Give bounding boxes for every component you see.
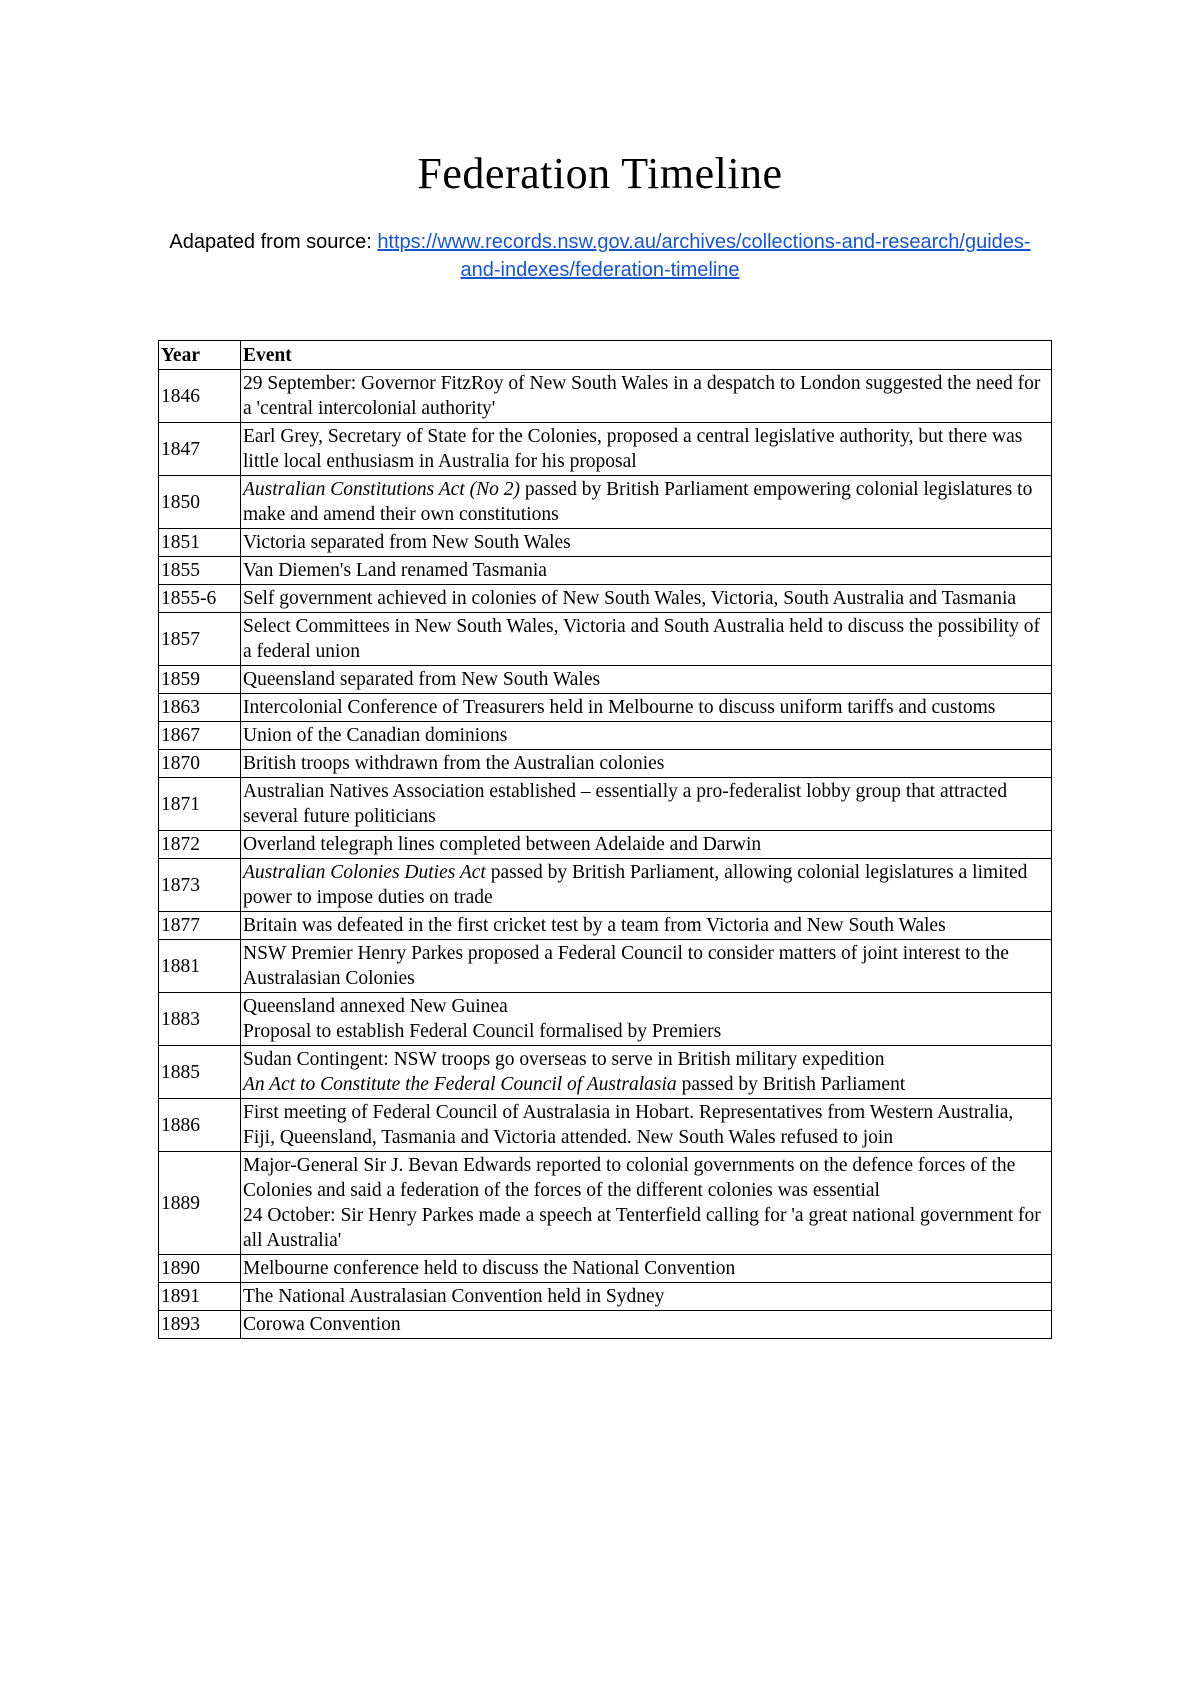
event-line [243, 723, 1049, 748]
table-row [159, 993, 1052, 1046]
source-prefix: Adapated from source: [169, 231, 378, 253]
year-cell: 1863 [159, 694, 241, 722]
event-line [243, 1047, 1049, 1072]
event-line [243, 695, 1049, 720]
event-text: 29 September: Governor FitzRoy of New South Wales in a despatch to London suggested the need for a 'central intercolonial authority' [243, 373, 1041, 419]
event-cell [241, 1255, 1052, 1283]
year-cell: 1881 [159, 940, 241, 993]
act-title: Australian Colonies Duties Act [243, 862, 486, 883]
event-text: Major-General Sir J. Bevan Edwards reported to colonial governments on the defence forces of the Colonies and said a federation of the forces of the different colonies was essential [243, 1155, 1016, 1201]
source-link[interactable]: https://www.records.nsw.gov.au/archives/collections-and-research/guides- [377, 231, 1031, 253]
event-column-header: Event [241, 341, 1052, 370]
event-text: NSW Premier Henry Parkes proposed a Federal Council to consider matters of joint interest to the Australasian Colonies [243, 943, 1009, 989]
event-line [243, 779, 1049, 829]
event-cell [241, 423, 1052, 476]
table-row [159, 722, 1052, 750]
event-text: Overland telegraph lines completed between Adelaide and Darwin [243, 834, 762, 855]
event-text: Union of the Canadian dominions [243, 725, 508, 746]
event-text: Melbourne conference held to discuss the National Convention [243, 1258, 736, 1279]
event-cell [241, 1283, 1052, 1311]
timeline-table [158, 340, 1052, 1339]
table-row [159, 1099, 1052, 1152]
event-cell [241, 666, 1052, 694]
year-cell: 1890 [159, 1255, 241, 1283]
timeline-body [159, 370, 1052, 1339]
event-text: Corowa Convention [243, 1314, 401, 1335]
event-cell [241, 370, 1052, 423]
event-line [243, 1312, 1049, 1337]
table-row [159, 557, 1052, 585]
event-line [243, 371, 1049, 421]
event-line [243, 614, 1049, 664]
event-cell [241, 1311, 1052, 1339]
table-row [159, 1311, 1052, 1339]
event-text: Intercolonial Conference of Treasurers held in Melbourne to discuss uniform tariffs and customs [243, 697, 996, 718]
event-text: Britain was defeated in the first cricket test by a team from Victoria and New South Wales [243, 915, 946, 936]
event-cell [241, 557, 1052, 585]
table-header-row [159, 341, 1052, 370]
year-cell: 1893 [159, 1311, 241, 1339]
act-title: An Act to Constitute the Federal Council of Australasia [243, 1074, 677, 1095]
event-cell [241, 940, 1052, 993]
event-line [243, 586, 1049, 611]
year-cell: 1891 [159, 1283, 241, 1311]
year-cell: 1851 [159, 529, 241, 557]
event-text: passed by British Parliament empowering colonial legislatures to make and amend their own constitutions [243, 479, 1033, 525]
event-line [243, 1019, 1049, 1044]
event-line [243, 477, 1049, 527]
event-text: First meeting of Federal Council of Australasia in Hobart. Representatives from Western Australia, Fiji, Queensland, Tasmania and Victoria attended. New South Wales refused to join [243, 1102, 1014, 1148]
year-cell: 1877 [159, 912, 241, 940]
year-cell: 1846 [159, 370, 241, 423]
event-cell [241, 993, 1052, 1046]
table-row [159, 750, 1052, 778]
event-cell [241, 859, 1052, 912]
table-row [159, 694, 1052, 722]
event-text: Van Diemen's Land renamed Tasmania [243, 560, 547, 581]
year-cell: 1871 [159, 778, 241, 831]
year-cell: 1859 [159, 666, 241, 694]
year-column-header: Year [159, 341, 241, 370]
event-line [243, 860, 1049, 910]
event-cell [241, 613, 1052, 666]
year-cell: 1857 [159, 613, 241, 666]
event-text: The National Australasian Convention held in Sydney [243, 1286, 665, 1307]
event-cell [241, 722, 1052, 750]
event-line [243, 941, 1049, 991]
event-line [243, 530, 1049, 555]
year-cell: 1870 [159, 750, 241, 778]
table-row [159, 1152, 1052, 1255]
year-cell: 1885 [159, 1046, 241, 1099]
event-line [243, 1072, 1049, 1097]
event-text: Self government achieved in colonies of New South Wales, Victoria, South Australia and Tasmania [243, 588, 1017, 609]
table-row [159, 831, 1052, 859]
event-text: Sudan Contingent: NSW troops go overseas to serve in British military expedition [243, 1049, 885, 1070]
event-line [243, 1153, 1049, 1203]
event-cell [241, 694, 1052, 722]
table-row [159, 912, 1052, 940]
page-title: Federation Timeline [417, 149, 783, 198]
event-line [243, 1256, 1049, 1281]
event-cell [241, 529, 1052, 557]
table-row [159, 666, 1052, 694]
event-cell [241, 912, 1052, 940]
event-text: Select Committees in New South Wales, Victoria and South Australia held to discuss the possibility of a federal union [243, 616, 1041, 662]
event-line [243, 994, 1049, 1019]
event-text: Australian Natives Association established – essentially a pro-federalist lobby group that attracted several future politicians [243, 781, 1008, 827]
event-cell [241, 585, 1052, 613]
table-row [159, 1283, 1052, 1311]
event-line [243, 913, 1049, 938]
event-line [243, 1203, 1049, 1253]
table-row [159, 859, 1052, 912]
event-line [243, 1100, 1049, 1150]
event-text: passed by British Parliament [676, 1074, 906, 1095]
event-cell [241, 1046, 1052, 1099]
event-text: Earl Grey, Secretary of State for the Colonies, proposed a central legislative authority, but there was little local enthusiasm in Australia for his proposal [243, 426, 1023, 472]
event-text: British troops withdrawn from the Australian colonies [243, 753, 665, 774]
event-text: Queensland annexed New Guinea [243, 996, 508, 1017]
source-attribution [160, 228, 1040, 284]
table-row [159, 585, 1052, 613]
table-row [159, 476, 1052, 529]
event-cell [241, 831, 1052, 859]
year-cell: 1873 [159, 859, 241, 912]
event-line [243, 424, 1049, 474]
event-line [243, 558, 1049, 583]
source-link-continued[interactable]: and-indexes/federation-timeline [460, 259, 740, 281]
event-cell [241, 1152, 1052, 1255]
event-cell [241, 476, 1052, 529]
table-row [159, 529, 1052, 557]
event-line [243, 1284, 1049, 1309]
year-cell: 1889 [159, 1152, 241, 1255]
year-cell: 1872 [159, 831, 241, 859]
event-cell [241, 778, 1052, 831]
year-cell: 1850 [159, 476, 241, 529]
table-row [159, 613, 1052, 666]
event-text: Queensland separated from New South Wales [243, 669, 601, 690]
act-title: Australian Constitutions Act (No 2) [243, 479, 520, 500]
table-row [159, 423, 1052, 476]
event-line [243, 667, 1049, 692]
event-text: Proposal to establish Federal Council formalised by Premiers [243, 1021, 722, 1042]
year-cell: 1855-6 [159, 585, 241, 613]
event-line [243, 751, 1049, 776]
table-row [159, 940, 1052, 993]
table-row [159, 1046, 1052, 1099]
event-text: passed by British Parliament, allowing colonial legislatures a limited power to impose duties on trade [243, 862, 1028, 908]
event-line [243, 832, 1049, 857]
event-cell [241, 750, 1052, 778]
table-row [159, 370, 1052, 423]
table-row [159, 778, 1052, 831]
event-text: 24 October: Sir Henry Parkes made a speech at Tenterfield calling for 'a great national government for all Australia' [243, 1205, 1041, 1251]
year-cell: 1883 [159, 993, 241, 1046]
year-cell: 1867 [159, 722, 241, 750]
year-cell: 1886 [159, 1099, 241, 1152]
event-text: Victoria separated from New South Wales [243, 532, 571, 553]
year-cell: 1855 [159, 557, 241, 585]
year-cell: 1847 [159, 423, 241, 476]
table-row [159, 1255, 1052, 1283]
event-cell [241, 1099, 1052, 1152]
